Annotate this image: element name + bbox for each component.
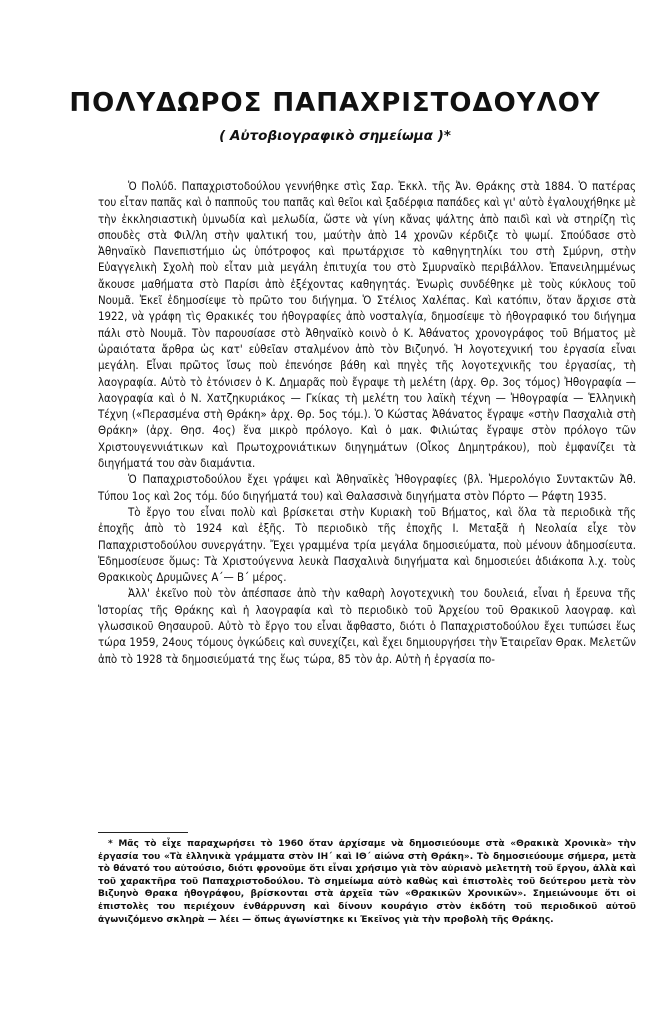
article-body: [98, 178, 636, 667]
article-subtitle: ( Αὐτοβιογραφικὸ σημείωμα )*: [219, 128, 451, 144]
footnote-divider: [98, 832, 188, 833]
footnote: [98, 838, 636, 926]
article-title: ΠΟΛΥΔΩΡΟΣ ΠΑΠΑΧΡΙΣΤΟΔΟΥΛΟΥ: [69, 88, 601, 118]
body-paragraph: Ὁ Πολύδ. Παπαχριστοδούλου γεννήθηκε στὶς Σαρ. Ἐκκλ. τῆς Ἀν. Θράκης στὰ 1884. Ὁ πατέρας του εἶταν παπᾶς καὶ ὁ παπποῦς του παπᾶς καὶ θεῖοι καὶ ξαδέρφια παπάδες καὶ γι' αὐτὸ ἐγαλουχήθηκε μὲ τὴν ἐκκλησιαστικὴ ὑμνωδία καὶ μελωδία, ὥστε νὰ γίνη κἄνας ψάλτης ἀπὸ παιδὶ καὶ νὰ στηρίζη τὶς σπουδὲς στὰ Φιλ/λη στὴν ψαλτική του, μαύτὴν ἀπὸ 14 χρονῶν κέρδιζε τὸ ψωμί. Σπούδασε στὸ Ἀθηναϊκὸ Πανεπιστήμιο ὡς ὑπότροφος καὶ πρωτάρχισε τὸ καθηγητηλίκι του στὴ Σμύρνη, στὴν Εὐαγγελικὴ Σχολὴ ποὺ εἶταν μιὰ μεγάλη ἐπιτυχία του στὸ Σμυρναϊκὸ περιβάλλον. Ἐπανειλημμένως ἄκουσε μαθήματα στὸ Παρίσι ἀπὸ ἐξέχοντας καθηγητάς. Ἐνωρὶς συνδέθηκε μὲ τοὺς κύκλους τοῦ Νουμᾶ. Ἐκεῖ ἐδημοσίεψε τὸ πρῶτο του διήγημα. Ὁ Στέλιος Χαλέπας. Καὶ κατόπιν, ὅταν ἄρχισε στὰ 1922, νὰ γράφη τὶς Θρακικές του ἠθογραφίες ἀπὸ νοσταλγία, δημοσίεψε τὸ ἠθογραφικό του διήγημα πάλι στὸ Νουμᾶ. Τὸν παρουσίασε στὸ Ἀθηναϊκὸ κοινὸ ὁ Κ. Ἀθάνατος χρονογράφος τοῦ Βήματος μὲ ὡραιότατα ἄρθρα ὡς κατ' εὐθεῖαν σταλμένον ἀπὸ τὸν Βιζυηνό. Ἡ λογοτεχνική του ἐργασία εἶναι μεγάλη. Εἶναι πρῶτος ἴσως ποὺ ἐπενόησε βάθη καὶ πηγὲς τῆς λογοτεχνικῆς του ἐργασίας, τὴ λαογραφία. Αὐτὸ τὸ ἐτόνισεν ὁ Κ. Δημαρᾶς ποὺ ἔγραψε τὴ μελέτη (ἀρχ. Θρ. 3ος τόμος) Ἠθογραφία — λαογραφία καὶ ὁ Ν. Χατζηκυριάκος — Γκίκας τὴ μελέτη του λαϊκὴ τέχνη — Ἠθογραφία — Ἑλληνικὴ Τέχνη («Περασμένα στὴ Θράκη» ἀρχ. Θρ. 5ος τόμ.). Ὁ Κώστας Ἀθάνατος ἔγραψε «στὴν Πασχαλιὰ στὴ Θράκη» (ἀρχ. Θησ. 4ος) ἕνα μικρὸ πρόλογο. Καὶ ὁ μακ. Φιλιώτας ἔγραψε στὸν πρόλογο τῶν Χριστουγεννιάτικων καὶ Πρωτοχρονιάτικων διηγημάτων (Οἶκος Δημητράκου), ποὺ ἐμφανίζει τὰ διηγήματά του σὰν διαμάντια.: [98, 179, 636, 471]
body-paragraph: Ἀλλ' ἐκεῖνο ποὺ τὸν ἀπέσπασε ἀπὸ τὴν καθαρὴ λογοτεχνικὴ του δουλειά, εἶναι ἡ ἔρευνα τῆς Ἱστορίας τῆς Θράκης καὶ ἡ λαογραφία καὶ τὸ περιοδικὸ τοῦ Ἀρχείου τοῦ Θρακικοῦ λαογραφ. καὶ γλωσσικοῦ Θησαυροῦ. Αὐτὸ τὸ ἔργο του εἶναι ἄφθαστο, διότι ὁ Παπαχριστοδούλου ἔχει τυπώσει ἕως τώρα 1959, 24ους τόμους ὀγκώδεις καὶ συνεχίζει, καὶ ἔχει δημιουργήσει τὴν Ἑταιρεῖαν Θρακ. Μελετῶν ἀπὸ τὸ 1928 τὰ δημοσιεύματά της ἕως τώρα, 85 τὸν ἀρ. Αὐτὴ ἡ ἐργασία πο-: [98, 586, 636, 666]
footnote-text: * Μᾶς τὸ εἶχε παραχωρήσει τὸ 1960 ὅταν ἀρχίσαμε νὰ δημοσιεύουμε στὰ «Θρακικὰ Χρονικὰ» τὴν ἐργασία του «Τὰ ἑλληνικὰ γράμματα στὸν ΙΗ΄ καὶ ΙΘ΄ αἰώνα στὴ Θράκη». Τὸ δημοσιεύουμε σήμερα, μετὰ τὸ θάνατό του αὐτούσιο, διότι φρονοῦμε ὅτι εἶναι χρήσιμο γιὰ τὸν αὐριανὸ μελετητὴ τοῦ ἔργου, ἀλλὰ καὶ τοῦ χαρακτῆρα τοῦ Παπαχριστοδούλου. Τὸ σημείωμα αὐτὸ καθὼς καὶ ἐπιστολὲς τοῦ δεύτερου μετὰ τὸν Βιζυηνὸ Θρακα ἠθογράφου, βρίσκονται στὰ ἀρχεῖα τῶν «Θρακικῶν Χρονικῶν». Σημειώνουμε ὅτι οἱ ἐπιστολὲς του περιέχουν ἐνθάρρυνση καὶ δίνουν κουράγιο στὸν ἐκδότη τοῦ περιοδικοῦ αὐτοῦ ἀγωνιζόμενο σκληρὰ — λέει — ὅπως ἀγωνίστηκε κι Ἐκεῖνος γιὰ τὴν προβολὴ τῆς Θράκης.: [98, 839, 636, 925]
body-paragraph: Τὸ ἔργο του εἶναι πολὺ καὶ βρίσκεται στὴν Κυριακὴ τοῦ Βήματος, καὶ ὅλα τὰ περιοδικὰ τῆς ἐποχῆς ἀπὸ τὸ 1924 καὶ ἐξῆς. Τὸ περιοδικὸ τῆς ἐποχῆς Ι. Μεταξᾶ ἡ Νεολαία εἶχε τὸν Παπαχριστοδούλου συνεργάτην. Ἔχει γραμμένα τρία μεγάλα δημοσιεύματα, ποὺ μένουν ἀδημοσίευτα. Ἐδημοσίευσε ὅμως: Τὰ Χριστούγεννα λευκὰ Πασχαλινὰ διηγήματα καὶ δημοσιεύει ἀδιάκοπα λ.χ. τοὺς Θρακικοὺς Δρυμῶνες Α΄— Β΄ μέρος.: [98, 504, 636, 585]
body-paragraph: Ὁ Παπαχριστοδούλου ἔχει γράψει καὶ Ἀθηναϊκὲς Ἠθογραφίες (βλ. Ἡμερολόγιο Συντακτῶν Ἀθ. Τύπου 1ος καὶ 2ος τόμ. δύο διηγήματά του) καὶ Θαλασσινὰ διηγήματα στὸν Πόρτο — Ράφτη 1935.: [98, 472, 636, 503]
